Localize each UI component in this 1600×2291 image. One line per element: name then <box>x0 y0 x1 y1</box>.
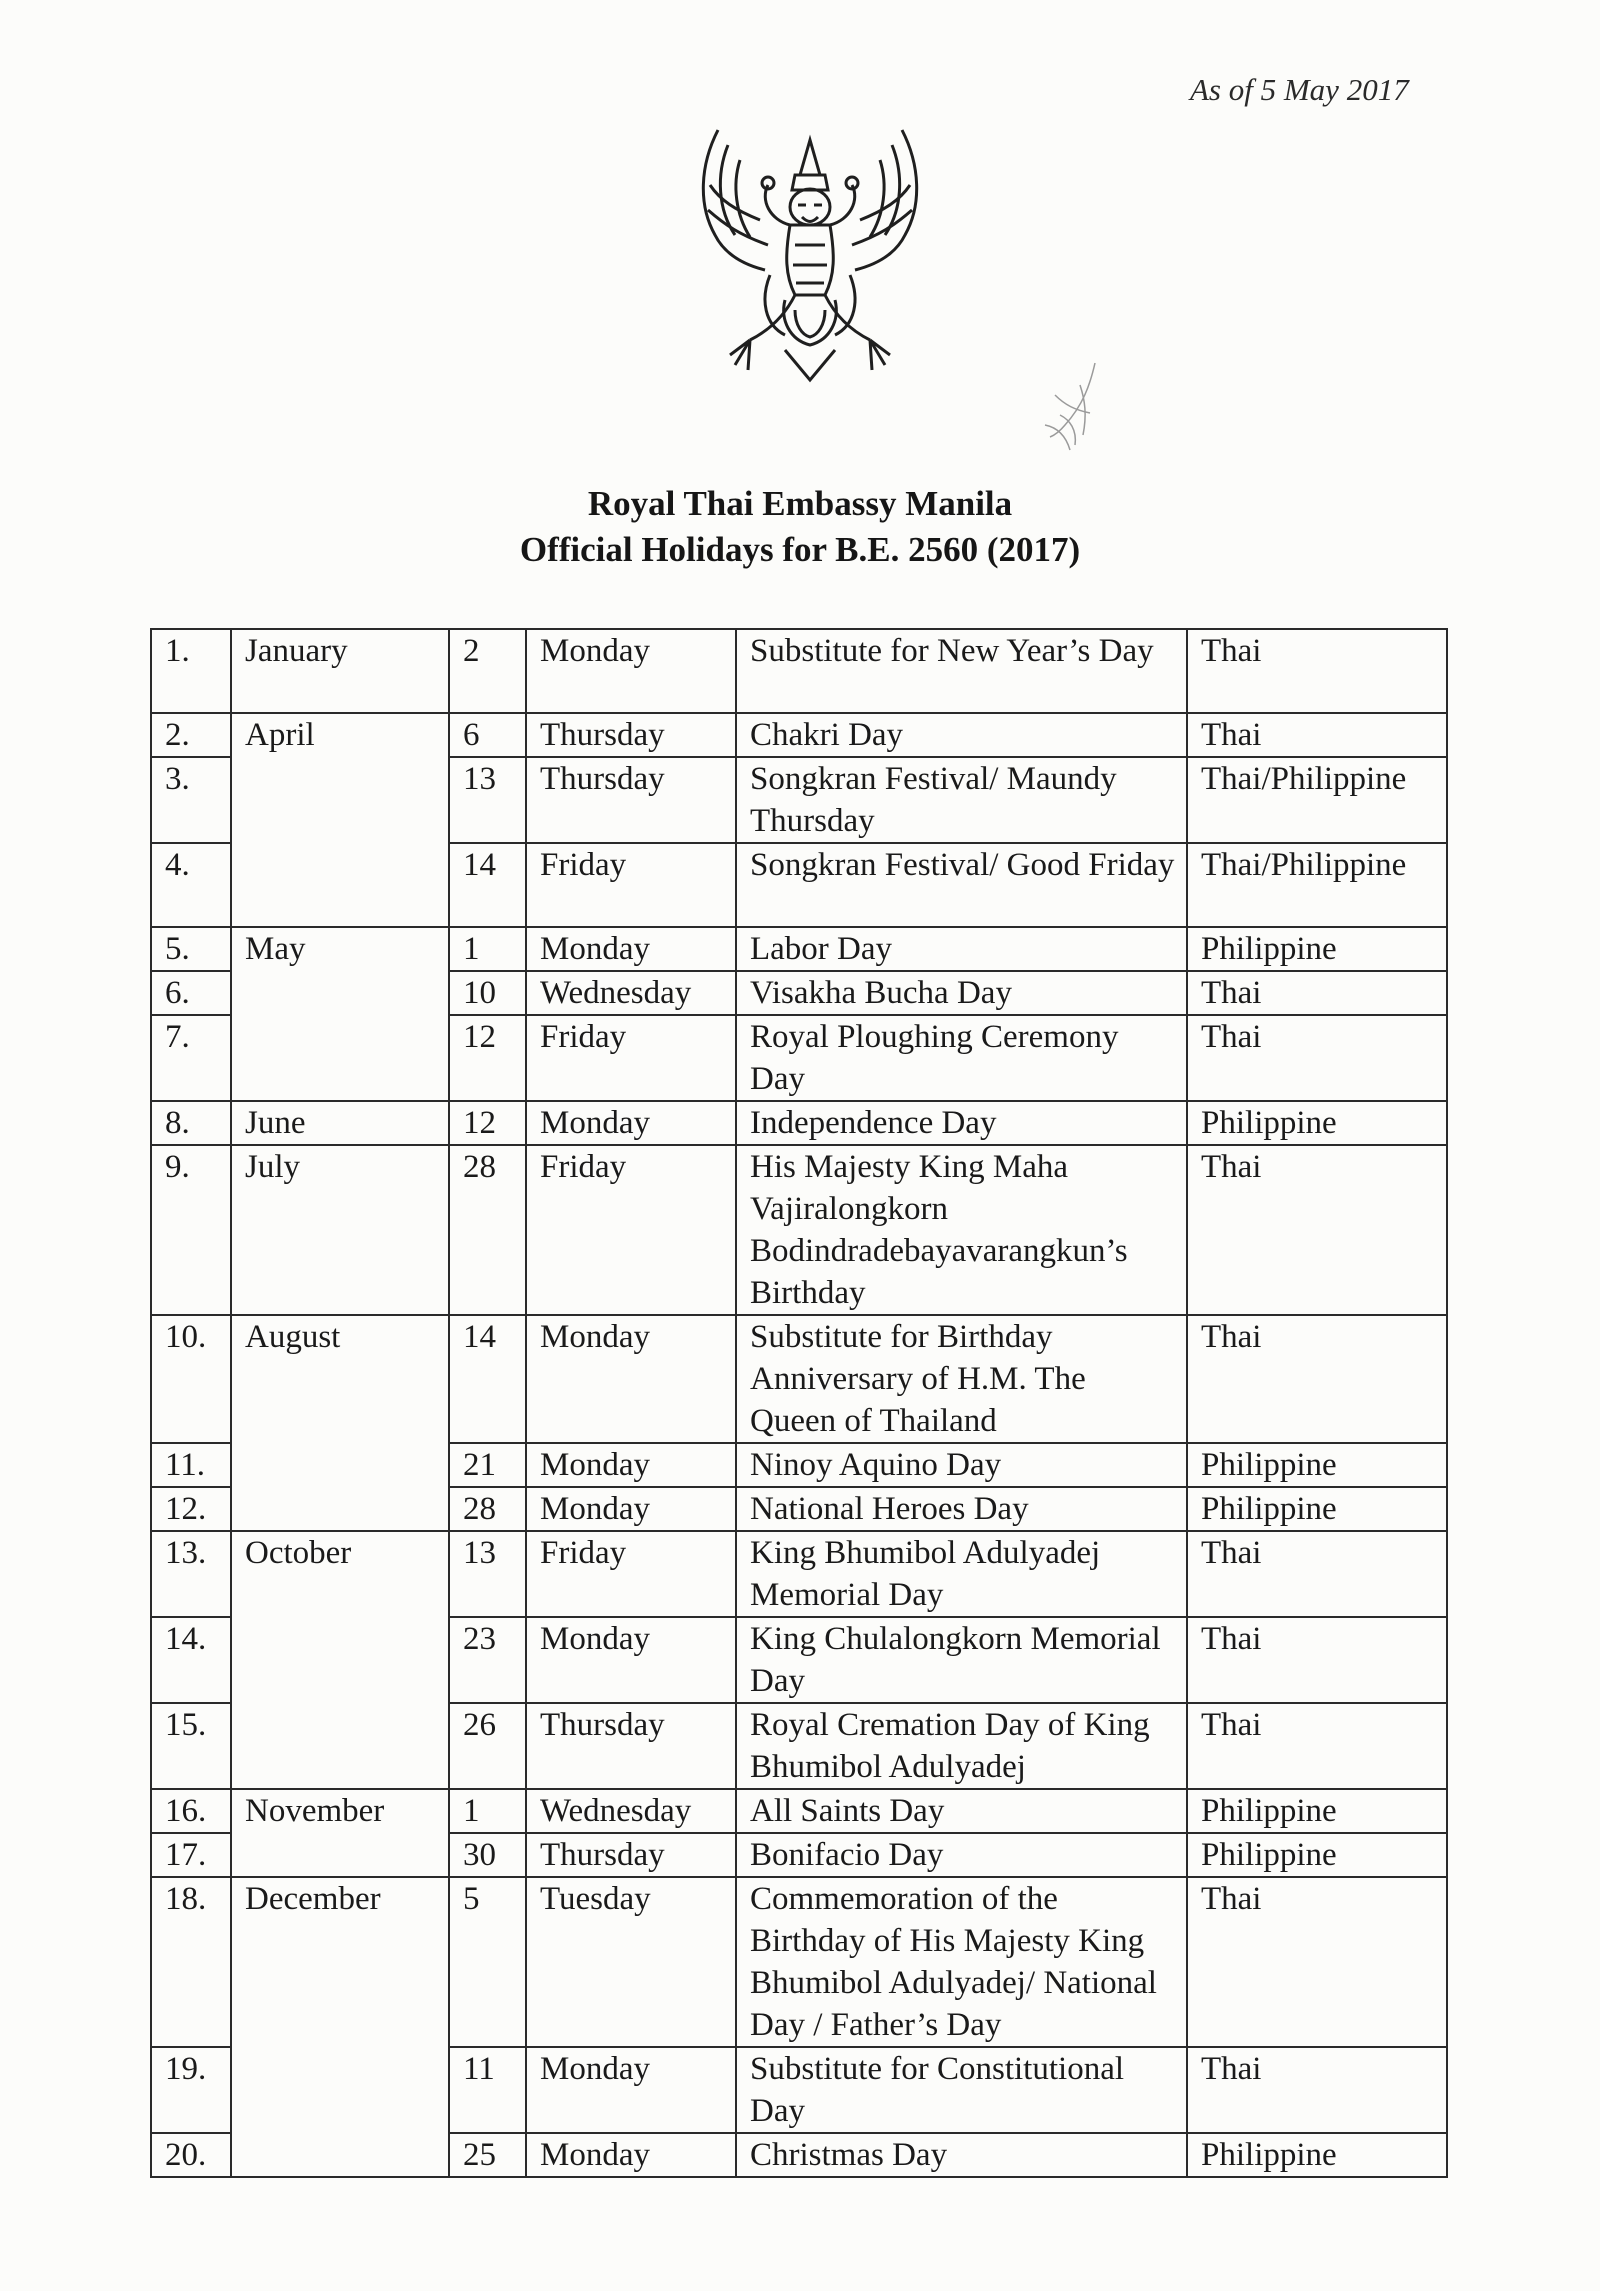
holiday-type-cell: Philippine <box>1187 1789 1447 1833</box>
weekday-cell: Friday <box>526 1531 736 1617</box>
date-cell: 1 <box>449 1789 526 1833</box>
row-number: 8. <box>151 1101 231 1145</box>
holidays-table <box>150 628 1448 2178</box>
date-cell: 13 <box>449 1531 526 1617</box>
weekday-cell: Monday <box>526 1487 736 1531</box>
holiday-name-cell: Substitute for Constitutional Day <box>736 2047 1187 2133</box>
holiday-name-cell: Substitute for New Year’s Day <box>736 629 1187 713</box>
date-cell: 21 <box>449 1443 526 1487</box>
date-cell: 28 <box>449 1145 526 1315</box>
weekday-cell: Friday <box>526 1145 736 1315</box>
weekday-cell: Monday <box>526 629 736 713</box>
holiday-type-cell: Thai <box>1187 1877 1447 2047</box>
row-number: 13. <box>151 1531 231 1617</box>
row-number: 5. <box>151 927 231 971</box>
table-row <box>151 1315 1447 1443</box>
month-cell: November <box>231 1789 449 1877</box>
weekday-cell: Monday <box>526 1101 736 1145</box>
table-row <box>151 1531 1447 1617</box>
holiday-name-cell: Commemoration of the Birthday of His Majesty King Bhumibol Adulyadej/ National Day / Father’s Day <box>736 1877 1187 2047</box>
month-cell: August <box>231 1315 449 1531</box>
holiday-type-cell: Thai <box>1187 971 1447 1015</box>
row-number: 18. <box>151 1877 231 2047</box>
holiday-name-cell: Royal Cremation Day of King Bhumibol Adulyadej <box>736 1703 1187 1789</box>
date-cell: 12 <box>449 1101 526 1145</box>
weekday-cell: Thursday <box>526 713 736 757</box>
weekday-cell: Monday <box>526 2133 736 2177</box>
row-number: 16. <box>151 1789 231 1833</box>
table-row <box>151 927 1447 971</box>
row-number: 2. <box>151 713 231 757</box>
holiday-type-cell: Thai <box>1187 629 1447 713</box>
row-number: 1. <box>151 629 231 713</box>
holiday-name-cell: Labor Day <box>736 927 1187 971</box>
holiday-type-cell: Thai <box>1187 1531 1447 1617</box>
holiday-type-cell: Philippine <box>1187 1487 1447 1531</box>
date-cell: 5 <box>449 1877 526 2047</box>
holiday-type-cell: Thai <box>1187 1315 1447 1443</box>
holiday-name-cell: King Bhumibol Adulyadej Memorial Day <box>736 1531 1187 1617</box>
holiday-name-cell: Ninoy Aquino Day <box>736 1443 1187 1487</box>
row-number: 14. <box>151 1617 231 1703</box>
holiday-type-cell: Thai <box>1187 1703 1447 1789</box>
date-cell: 12 <box>449 1015 526 1101</box>
holiday-name-cell: Songkran Festival/ Good Friday <box>736 843 1187 927</box>
row-number: 6. <box>151 971 231 1015</box>
month-cell: October <box>231 1531 449 1789</box>
date-cell: 13 <box>449 757 526 843</box>
weekday-cell: Thursday <box>526 757 736 843</box>
holiday-name-cell: King Chulalongkorn Memorial Day <box>736 1617 1187 1703</box>
holiday-type-cell: Philippine <box>1187 1443 1447 1487</box>
date-cell: 2 <box>449 629 526 713</box>
weekday-cell: Thursday <box>526 1833 736 1877</box>
holiday-name-cell: Royal Ploughing Ceremony Day <box>736 1015 1187 1101</box>
date-cell: 28 <box>449 1487 526 1531</box>
holiday-type-cell: Philippine <box>1187 927 1447 971</box>
date-cell: 30 <box>449 1833 526 1877</box>
date-cell: 11 <box>449 2047 526 2133</box>
table-row <box>151 1877 1447 2047</box>
handwritten-initials-mark <box>1035 355 1125 465</box>
month-cell: April <box>231 713 449 927</box>
row-number: 15. <box>151 1703 231 1789</box>
garuda-emblem-icon <box>690 125 930 390</box>
row-number: 12. <box>151 1487 231 1531</box>
weekday-cell: Monday <box>526 927 736 971</box>
holiday-type-cell: Thai <box>1187 1015 1447 1101</box>
row-number: 17. <box>151 1833 231 1877</box>
weekday-cell: Wednesday <box>526 1789 736 1833</box>
holiday-name-cell: Substitute for Birthday Anniversary of H.M. The Queen of Thailand <box>736 1315 1187 1443</box>
table-row <box>151 1145 1447 1315</box>
weekday-cell: Monday <box>526 2047 736 2133</box>
holiday-name-cell: All Saints Day <box>736 1789 1187 1833</box>
holiday-type-cell: Thai/Philippine <box>1187 843 1447 927</box>
row-number: 7. <box>151 1015 231 1101</box>
weekday-cell: Thursday <box>526 1703 736 1789</box>
date-cell: 14 <box>449 843 526 927</box>
table-row <box>151 1101 1447 1145</box>
month-cell: July <box>231 1145 449 1315</box>
month-cell: January <box>231 629 449 713</box>
weekday-cell: Friday <box>526 843 736 927</box>
weekday-cell: Tuesday <box>526 1877 736 2047</box>
row-number: 20. <box>151 2133 231 2177</box>
holiday-type-cell: Philippine <box>1187 2133 1447 2177</box>
holiday-type-cell: Thai <box>1187 1145 1447 1315</box>
weekday-cell: Wednesday <box>526 971 736 1015</box>
row-number: 4. <box>151 843 231 927</box>
row-number: 3. <box>151 757 231 843</box>
holiday-type-cell: Thai <box>1187 2047 1447 2133</box>
date-cell: 26 <box>449 1703 526 1789</box>
holiday-name-cell: Bonifacio Day <box>736 1833 1187 1877</box>
row-number: 10. <box>151 1315 231 1443</box>
table-row <box>151 629 1447 713</box>
date-cell: 14 <box>449 1315 526 1443</box>
date-cell: 10 <box>449 971 526 1015</box>
table-row <box>151 1789 1447 1833</box>
holiday-type-cell: Thai <box>1187 713 1447 757</box>
weekday-cell: Monday <box>526 1617 736 1703</box>
document-subtitle: Official Holidays for B.E. 2560 (2017) <box>519 530 1081 569</box>
month-cell: December <box>231 1877 449 2177</box>
table-row <box>151 713 1447 757</box>
date-cell: 6 <box>449 713 526 757</box>
holiday-name-cell: Visakha Bucha Day <box>736 971 1187 1015</box>
weekday-cell: Friday <box>526 1015 736 1101</box>
holiday-type-cell: Philippine <box>1187 1833 1447 1877</box>
holiday-name-cell: His Majesty King Maha Vajiralongkorn Bodindradebayavarangkun’s Birthday <box>736 1145 1187 1315</box>
holidays-table-body <box>151 629 1447 2177</box>
weekday-cell: Monday <box>526 1315 736 1443</box>
date-cell: 23 <box>449 1617 526 1703</box>
holiday-type-cell: Philippine <box>1187 1101 1447 1145</box>
month-cell: June <box>231 1101 449 1145</box>
row-number: 9. <box>151 1145 231 1315</box>
holiday-name-cell: Songkran Festival/ Maundy Thursday <box>736 757 1187 843</box>
weekday-cell: Monday <box>526 1443 736 1487</box>
holiday-name-cell: Independence Day <box>736 1101 1187 1145</box>
date-cell: 25 <box>449 2133 526 2177</box>
date-cell: 1 <box>449 927 526 971</box>
row-number: 11. <box>151 1443 231 1487</box>
month-cell: May <box>231 927 449 1101</box>
row-number: 19. <box>151 2047 231 2133</box>
as-of-date: As of 5 May 2017 <box>1190 72 1409 107</box>
document-title: Royal Thai Embassy Manila <box>587 484 1013 523</box>
holiday-name-cell: Christmas Day <box>736 2133 1187 2177</box>
holiday-type-cell: Thai <box>1187 1617 1447 1703</box>
holiday-type-cell: Thai/Philippine <box>1187 757 1447 843</box>
holiday-name-cell: National Heroes Day <box>736 1487 1187 1531</box>
holiday-name-cell: Chakri Day <box>736 713 1187 757</box>
